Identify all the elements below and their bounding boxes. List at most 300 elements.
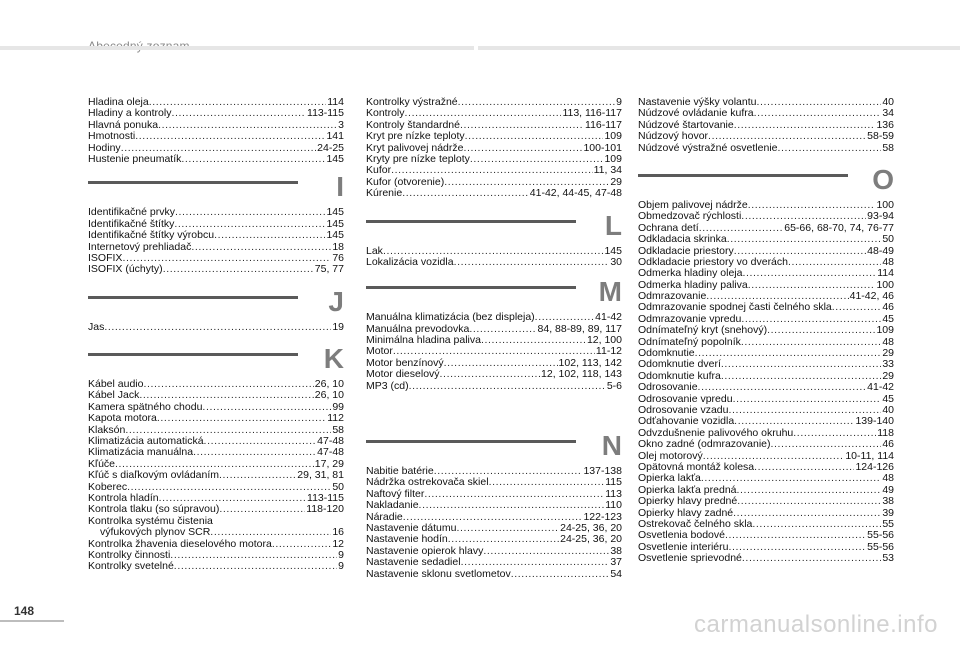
index-pages: 109 bbox=[604, 153, 622, 165]
index-pages: 41-42 bbox=[595, 312, 622, 324]
index-entry bbox=[638, 223, 894, 234]
index-term: Hlavná ponuka bbox=[88, 119, 159, 131]
index-term: Osvetlenie sprievodné bbox=[638, 553, 742, 565]
leader-dots bbox=[181, 154, 325, 165]
leader-dots bbox=[461, 557, 610, 568]
section-letter: J bbox=[328, 285, 344, 317]
leader-dots bbox=[219, 504, 305, 515]
index-entry bbox=[366, 143, 622, 154]
index-pages: 109 bbox=[876, 325, 894, 337]
index-pages: 33 bbox=[882, 359, 894, 371]
index-pages: 58-59 bbox=[867, 131, 894, 143]
index-term: Motor benzínový bbox=[366, 357, 444, 369]
leader-dots bbox=[393, 346, 595, 357]
index-entry bbox=[88, 131, 344, 142]
section-rule bbox=[366, 220, 576, 223]
index-pages: 145 bbox=[604, 245, 622, 257]
leader-dots bbox=[157, 413, 326, 424]
index-entry bbox=[366, 177, 622, 188]
index-pages: 145 bbox=[326, 153, 344, 165]
leader-dots bbox=[405, 108, 562, 119]
index-entry bbox=[88, 230, 344, 241]
leader-dots bbox=[458, 97, 616, 108]
index-pages: 145 bbox=[326, 230, 344, 242]
index-pages: 118-120 bbox=[306, 504, 344, 516]
leader-dots bbox=[742, 553, 881, 564]
leader-dots bbox=[698, 382, 867, 393]
leader-dots bbox=[511, 569, 610, 580]
index-term: Hustenie pneumatík bbox=[88, 153, 182, 165]
index-pages: 39 bbox=[882, 507, 894, 519]
leader-dots bbox=[125, 425, 331, 436]
index-pages: 48 bbox=[882, 336, 894, 348]
index-entry bbox=[88, 97, 344, 108]
index-column-1 bbox=[88, 97, 344, 573]
index-entry bbox=[366, 523, 622, 534]
index-pages: 48-49 bbox=[867, 245, 894, 257]
index-pages: 24-25, 36, 20 bbox=[560, 534, 622, 546]
index-entry bbox=[638, 530, 894, 541]
index-entry bbox=[638, 337, 894, 348]
index-pages: 29 bbox=[882, 348, 894, 360]
index-entry bbox=[366, 466, 622, 477]
leader-dots bbox=[754, 462, 854, 473]
leader-dots bbox=[440, 369, 541, 380]
section-rule bbox=[88, 181, 298, 184]
index-pages: 9 bbox=[616, 97, 622, 108]
index-pages: 26, 10 bbox=[314, 379, 344, 391]
index-pages: 12, 102, 118, 143 bbox=[541, 369, 622, 381]
index-entry bbox=[638, 553, 894, 564]
leader-dots bbox=[409, 381, 606, 392]
index-entry bbox=[88, 379, 344, 390]
index-entry bbox=[88, 482, 344, 493]
index-term: Minimálna hladina paliva bbox=[366, 335, 481, 347]
index-entry bbox=[638, 382, 894, 393]
index-entry bbox=[366, 97, 622, 108]
index-term: Odmerka hladiny oleja bbox=[638, 268, 743, 280]
index-pages: 50 bbox=[332, 481, 344, 493]
leader-dots bbox=[728, 542, 866, 553]
index-entry bbox=[638, 257, 894, 268]
leader-dots bbox=[767, 325, 875, 336]
index-pages: 40 bbox=[882, 97, 894, 108]
index-pages: 12, 100 bbox=[586, 335, 622, 347]
index-term: Odnímateľný kryt (snehový) bbox=[638, 325, 768, 337]
index-entry bbox=[366, 246, 622, 257]
index-entry bbox=[366, 489, 622, 500]
index-pages: 114 bbox=[327, 97, 344, 108]
index-term: Opierky hlavy zadné bbox=[638, 507, 734, 519]
index-column-3 bbox=[638, 97, 894, 564]
index-pages: 41-42, 44-45, 47-48 bbox=[529, 188, 622, 200]
index-pages: 34 bbox=[882, 108, 894, 120]
index-entry bbox=[88, 242, 344, 253]
index-pages: 110 bbox=[605, 500, 622, 512]
index-column-2 bbox=[366, 97, 622, 580]
section-rule bbox=[366, 440, 576, 443]
index-entry bbox=[366, 154, 622, 165]
index-term: Osvetlenie interiéru bbox=[638, 541, 729, 553]
index-pages: 16 bbox=[332, 527, 344, 539]
index-term: Odťahovanie vozidla bbox=[638, 416, 735, 428]
index-pages: 48 bbox=[882, 473, 894, 485]
index-pages: 29, 31, 81 bbox=[297, 470, 344, 482]
index-entry bbox=[638, 314, 894, 325]
leader-dots bbox=[202, 402, 331, 413]
index-term: Hodiny bbox=[88, 142, 121, 154]
index-entry bbox=[366, 335, 622, 346]
index-pages: 24-25 bbox=[317, 142, 344, 154]
leader-dots bbox=[402, 188, 529, 199]
index-entry bbox=[88, 470, 344, 481]
index-entry bbox=[366, 346, 622, 357]
index-term: Kontrolka systému čistenia bbox=[88, 515, 213, 527]
index-term: Odmrazovanie spodnej časti čelného skla bbox=[638, 302, 832, 314]
index-pages: 11-12 bbox=[595, 346, 622, 358]
index-pages: 84, 88-89, 89, 117 bbox=[537, 323, 622, 335]
index-term: Nastavenie dátumu bbox=[366, 522, 457, 534]
index-term: Odkladacia skrinka bbox=[638, 234, 727, 246]
index-term: Hmotnosti bbox=[88, 131, 136, 143]
leader-dots bbox=[741, 211, 866, 222]
section-header bbox=[366, 432, 622, 466]
index-term: Opätovná montáž kolesa bbox=[638, 461, 755, 473]
leader-dots bbox=[734, 416, 854, 427]
index-entry bbox=[638, 143, 894, 154]
index-term: Internetový prehliadač bbox=[88, 241, 192, 253]
leader-dots bbox=[454, 257, 610, 268]
index-term: Odrosovanie vpredu bbox=[638, 393, 733, 405]
index-pages: 41-42, 46 bbox=[849, 291, 894, 303]
leader-dots bbox=[737, 485, 882, 496]
leader-dots bbox=[158, 120, 337, 131]
index-term: Identifikačné štítky výrobcu bbox=[88, 230, 215, 242]
index-pages: 18 bbox=[332, 241, 344, 253]
index-term: Nakladanie bbox=[366, 500, 419, 512]
index-entry bbox=[638, 268, 894, 279]
index-pages: 48 bbox=[882, 256, 894, 268]
section-letter: N bbox=[601, 430, 622, 462]
index-entry bbox=[88, 459, 344, 470]
index-term: Kontrolky svetelné bbox=[88, 561, 174, 573]
index-pages: 9 bbox=[338, 549, 344, 561]
index-pages: 55 bbox=[882, 518, 894, 530]
index-pages: 47-48 bbox=[317, 436, 344, 448]
index-entry bbox=[638, 359, 894, 370]
index-pages: 17, 29 bbox=[314, 458, 344, 470]
index-entry bbox=[88, 219, 344, 230]
index-entry bbox=[366, 557, 622, 568]
index-entry bbox=[88, 527, 344, 538]
leader-dots bbox=[191, 242, 331, 253]
leader-dots bbox=[444, 358, 558, 369]
index-term: Motor dieselový bbox=[366, 369, 440, 381]
index-entry bbox=[88, 413, 344, 424]
index-term: Manuálna klimatizácia (bez displeja) bbox=[366, 312, 535, 324]
leader-dots bbox=[424, 489, 604, 500]
index-term: Kryt palivovej nádrže bbox=[366, 142, 464, 154]
section-rule bbox=[88, 353, 298, 356]
section-letter: K bbox=[323, 343, 344, 375]
section-header bbox=[366, 209, 622, 246]
leader-dots bbox=[721, 371, 881, 382]
section-header bbox=[366, 278, 622, 312]
leader-dots bbox=[434, 466, 583, 477]
index-pages: 114 bbox=[877, 268, 894, 280]
index-term: Kapota motora bbox=[88, 413, 157, 425]
leader-dots bbox=[748, 200, 876, 211]
leader-dots bbox=[463, 143, 582, 154]
index-entry bbox=[638, 473, 894, 484]
index-entry bbox=[638, 416, 894, 427]
leader-dots bbox=[489, 477, 605, 488]
index-term: Okno zadné (odmrazovanie) bbox=[638, 439, 771, 451]
leader-dots bbox=[272, 539, 331, 550]
index-term: Kontrolky výstražné bbox=[366, 97, 458, 108]
index-entry bbox=[638, 246, 894, 257]
index-term: Manuálna prevodovka bbox=[366, 323, 470, 335]
index-pages: 45 bbox=[882, 393, 894, 405]
index-entry bbox=[366, 534, 622, 545]
index-pages: 19 bbox=[332, 321, 344, 333]
index-entry bbox=[366, 312, 622, 323]
index-entry bbox=[88, 108, 344, 119]
index-entry bbox=[638, 302, 894, 313]
index-term: Koberec bbox=[88, 481, 128, 493]
index-term: Náradie bbox=[366, 511, 403, 523]
index-entry bbox=[88, 143, 344, 154]
index-term: Kábel audio bbox=[88, 379, 144, 391]
leader-dots bbox=[695, 348, 882, 359]
leader-dots bbox=[219, 470, 296, 481]
watermark: carmanualsonline.info bbox=[694, 611, 938, 638]
leader-dots bbox=[748, 280, 876, 291]
leader-dots bbox=[419, 500, 605, 511]
index-term: Kontrola hladín bbox=[88, 492, 159, 504]
index-entry bbox=[638, 485, 894, 496]
index-pages: 5-6 bbox=[606, 380, 622, 392]
index-entry bbox=[638, 542, 894, 553]
index-entry bbox=[88, 425, 344, 436]
index-term: Odrosovanie vzadu bbox=[638, 404, 729, 416]
index-entry bbox=[638, 280, 894, 291]
page-number-underline bbox=[0, 620, 64, 622]
index-pages: 40 bbox=[882, 404, 894, 416]
index-pages: 53 bbox=[882, 553, 894, 565]
index-pages: 99 bbox=[332, 401, 344, 413]
leader-dots bbox=[741, 314, 881, 325]
leader-dots bbox=[214, 230, 325, 241]
leader-dots bbox=[391, 165, 592, 176]
leader-dots bbox=[699, 223, 784, 234]
index-entry bbox=[638, 97, 894, 108]
index-entry bbox=[638, 211, 894, 222]
index-entry bbox=[366, 569, 622, 580]
index-entry bbox=[638, 200, 894, 211]
index-entry bbox=[366, 108, 622, 119]
index-term: Kryty pre nízke teploty bbox=[366, 153, 470, 165]
index-term: Osvetlenia bodové bbox=[638, 530, 725, 542]
index-entry bbox=[88, 561, 344, 572]
index-term: Kufor bbox=[366, 165, 392, 177]
index-term: Kontrolka žhavenia dieselového motora bbox=[88, 538, 272, 550]
index-term: Kľúč s diaľkovým ovládaním bbox=[88, 470, 220, 482]
leader-dots bbox=[741, 337, 881, 348]
index-term: Identifikačné štítky bbox=[88, 218, 175, 230]
index-entry bbox=[88, 264, 344, 275]
index-term: Opierka lakťa predná bbox=[638, 484, 737, 496]
index-pages: 113-115 bbox=[307, 108, 344, 120]
section-rule bbox=[638, 174, 848, 177]
index-term: Nádržka ostrekovača skiel bbox=[366, 477, 489, 489]
index-entry bbox=[638, 439, 894, 450]
index-term: Kontroly bbox=[366, 108, 405, 120]
index-pages: 26, 10 bbox=[314, 390, 344, 402]
leader-dots bbox=[734, 120, 876, 131]
index-pages: 3 bbox=[338, 119, 344, 131]
index-pages: 58 bbox=[332, 424, 344, 436]
index-entry bbox=[366, 165, 622, 176]
index-pages: 12 bbox=[332, 538, 344, 550]
index-term: Jas bbox=[88, 321, 105, 333]
index-entry bbox=[638, 371, 894, 382]
index-term: Objem palivovej nádrže bbox=[638, 199, 748, 211]
index-entry bbox=[88, 550, 344, 561]
index-term: Núdzové štartovanie bbox=[638, 119, 734, 131]
index-entry bbox=[88, 154, 344, 165]
leader-dots bbox=[733, 508, 881, 519]
index-term: Klimatizácia automatická bbox=[88, 436, 204, 448]
leader-dots bbox=[193, 447, 316, 458]
index-entry bbox=[638, 405, 894, 416]
leader-dots bbox=[708, 131, 866, 142]
leader-dots bbox=[163, 264, 314, 275]
index-pages: 100-101 bbox=[583, 142, 622, 154]
leader-dots bbox=[733, 394, 882, 405]
leader-dots bbox=[788, 257, 881, 268]
index-entry bbox=[88, 516, 344, 527]
index-entry bbox=[366, 120, 622, 131]
index-entry bbox=[366, 546, 622, 557]
index-pages: 124-126 bbox=[855, 461, 894, 473]
index-entry bbox=[366, 381, 622, 392]
index-term: Núdzové výstražné osvetlenie bbox=[638, 142, 778, 154]
leader-dots bbox=[701, 473, 881, 484]
leader-dots bbox=[481, 335, 586, 346]
index-pages: 58 bbox=[882, 142, 894, 154]
leader-dots bbox=[115, 459, 314, 470]
index-term: Nastavenie hodín bbox=[366, 534, 448, 546]
index-entry bbox=[88, 253, 344, 264]
index-entry bbox=[88, 402, 344, 413]
leader-dots bbox=[535, 312, 594, 323]
leader-dots bbox=[771, 439, 882, 450]
index-term: Kúrenie bbox=[366, 188, 403, 200]
leader-dots bbox=[204, 436, 317, 447]
leader-dots bbox=[754, 108, 882, 119]
leader-dots bbox=[706, 291, 848, 302]
index-term: Nastavenie opierok hlavy bbox=[366, 545, 484, 557]
leader-dots bbox=[448, 534, 559, 545]
page-number: 148 bbox=[14, 604, 35, 618]
index-pages: 37 bbox=[610, 557, 622, 569]
index-pages: 55-56 bbox=[867, 530, 894, 542]
index-pages: 45 bbox=[882, 313, 894, 325]
index-pages: 29 bbox=[610, 176, 622, 188]
section-letter: O bbox=[872, 163, 894, 195]
index-entry bbox=[638, 428, 894, 439]
index-term: Núdzový hovor bbox=[638, 131, 709, 143]
index-pages: 100 bbox=[876, 279, 894, 291]
index-entry bbox=[88, 447, 344, 458]
leader-dots bbox=[737, 496, 881, 507]
index-entry bbox=[88, 436, 344, 447]
index-term: Odomknutie bbox=[638, 348, 695, 360]
index-entry bbox=[88, 504, 344, 515]
index-entry bbox=[88, 207, 344, 218]
index-term: Núdzové ovládanie kufra bbox=[638, 108, 754, 120]
index-pages: 30 bbox=[610, 256, 622, 268]
leader-dots bbox=[170, 550, 337, 561]
leader-dots bbox=[460, 120, 584, 131]
leader-dots bbox=[149, 97, 327, 108]
index-entry bbox=[366, 500, 622, 511]
index-pages: 93-94 bbox=[867, 211, 894, 223]
index-pages: 49 bbox=[882, 484, 894, 496]
index-term: Odmrazovanie vpredu bbox=[638, 313, 742, 325]
index-pages: 141 bbox=[326, 131, 344, 143]
section-header bbox=[638, 163, 894, 200]
leader-dots bbox=[122, 253, 331, 264]
index-pages: 113-115 bbox=[307, 492, 344, 504]
index-term: Nastavenie výšky volantu bbox=[638, 97, 757, 108]
index-term: Klimatizácia manuálna bbox=[88, 447, 194, 459]
index-pages: 55-56 bbox=[867, 541, 894, 553]
leader-dots bbox=[727, 234, 882, 245]
index-term: Hladina oleja bbox=[88, 97, 149, 108]
index-entry bbox=[638, 291, 894, 302]
index-entry bbox=[366, 369, 622, 380]
leader-dots bbox=[752, 519, 881, 530]
leader-dots bbox=[483, 546, 609, 557]
index-entry bbox=[366, 324, 622, 335]
index-term: Odomknutie kufra bbox=[638, 370, 721, 382]
leader-dots bbox=[756, 97, 881, 108]
section-header bbox=[88, 285, 344, 322]
index-pages: 46 bbox=[882, 302, 894, 314]
index-entry bbox=[638, 120, 894, 131]
index-pages: 38 bbox=[610, 545, 622, 557]
index-term: Hladiny a kontroly bbox=[88, 108, 172, 120]
index-entry bbox=[638, 496, 894, 507]
leader-dots bbox=[210, 527, 331, 538]
index-pages: 145 bbox=[326, 207, 344, 219]
index-term: Kontrola tlaku (so súpravou) bbox=[88, 504, 220, 516]
index-term: Odomknutie dverí bbox=[638, 359, 721, 371]
index-term: Ostrekovač čelného skla bbox=[638, 518, 753, 530]
section-letter: L bbox=[604, 209, 622, 241]
index-pages: 41-42 bbox=[867, 382, 894, 394]
leader-dots bbox=[444, 177, 609, 188]
index-entry bbox=[638, 462, 894, 473]
leader-dots bbox=[470, 154, 604, 165]
index-entry bbox=[366, 257, 622, 268]
index-term: Odkladacie priestory vo dverách bbox=[638, 256, 788, 268]
leader-dots bbox=[143, 379, 313, 390]
index-term: ISOFIX (úchyty) bbox=[88, 264, 163, 276]
index-pages: 116-117 bbox=[585, 119, 622, 131]
